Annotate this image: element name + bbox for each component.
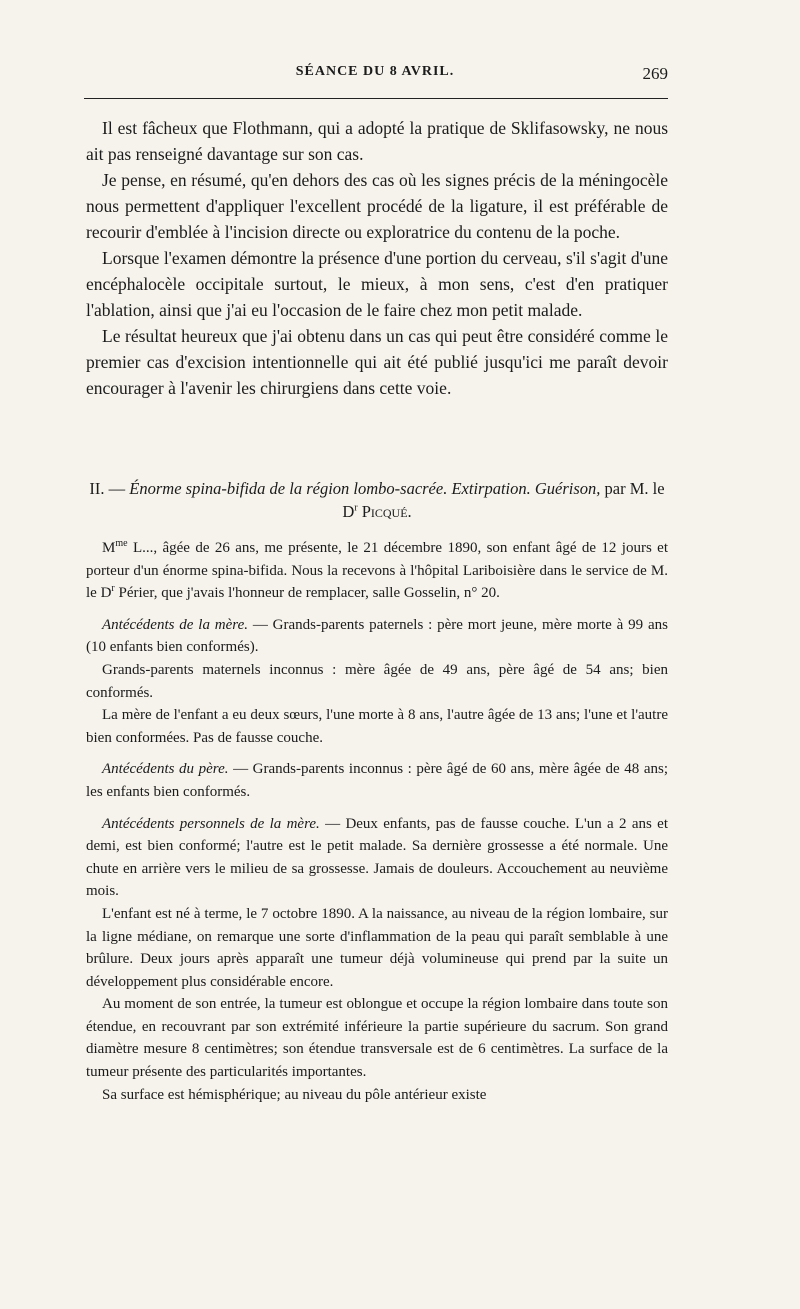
paragraph: Sa surface est hémisphérique; au niveau du pôle antérieur existe <box>102 1086 487 1103</box>
text-run: Périer, que j'avais l'honneur de remplacer, salle Gosselin, n° 20. <box>114 585 500 602</box>
paragraph: Le résultat heureux que j'ai obtenu dans un cas qui peut être considéré comme le premier cas d'excision intentionnelle qui ait été publié jusqu'ici me paraît devoir encourager à l'avenir les chirurgiens dans cette voie. <box>86 326 668 398</box>
paragraph: Grands-parents maternels inconnus : mère âgée de 49 ans, père âgé de 54 ans; bien conformés. <box>86 661 668 701</box>
paragraph: Il est fâcheux que Flothmann, qui a adopté la pratique de Sklifasowsky, ne nous ait pas renseigné davantage sur son cas. <box>86 118 668 164</box>
text-run: M <box>102 540 116 556</box>
running-title: SÉANCE DU 8 AVRIL. <box>295 64 455 79</box>
paragraph <box>86 758 668 803</box>
page-header <box>82 64 668 88</box>
paragraph <box>86 813 668 903</box>
section-by: par M. le D <box>342 479 665 521</box>
paragraph: Je pense, en résumé, qu'en dehors des cas où les signes précis de la méningocèle nous permettent d'appliquer l'excellent procédé de la ligature, il est préférable de recourir d'emblée à l'incision directe ou exploratrice du contenu de la poche. <box>86 170 668 242</box>
paragraph: La mère de l'enfant a eu deux sœurs, l'une morte à 8 ans, l'autre âgée de 13 ans; l'une et l'autre bien conformées. Pas de fausse couche. <box>86 707 668 746</box>
subheading: Antécédents du père. <box>102 761 229 778</box>
section-number: II. — <box>89 479 126 498</box>
main-text-block <box>86 115 668 401</box>
header-rule <box>84 98 668 99</box>
section-by-sup: r <box>354 502 358 514</box>
case-report-block <box>86 537 668 1106</box>
superscript: r <box>111 583 115 595</box>
text-run: L..., âgée de 26 ans, me présente, le 21 décembre 1890, son enfant âgé de 12 jours et porteur d'un énorme spina-bifida. Nous la recevons à l'hôpital Lariboisière dans le service de M. le D <box>86 540 668 602</box>
section-author: Picqué. <box>361 502 412 521</box>
paragraph: Au moment de son entrée, la tumeur est oblongue et occupe la région lombaire dans toute son étendue, en recouvrant par son extrémité inférieure la partie supérieure du sacrum. Son grand diamètre mesure 8 centimètres; son étendue transversale est de 6 centimètres. La surface de la tumeur présente des particularités importantes. <box>86 996 668 1081</box>
subheading: Antécédents de la mère. <box>102 616 248 633</box>
superscript: me <box>115 538 128 549</box>
subheading: Antécédents personnels de la mère. <box>102 815 320 832</box>
paragraph: Lorsque l'examen démontre la présence d'une portion du cerveau, s'il s'agit d'une encéphalocèle occipitale surtout, le mieux, à mon sens, c'est d'en pratiquer l'ablation, ainsi que j'ai eu l'occasion de le faire chez mon petit malade. <box>86 248 668 320</box>
paragraph: L'enfant est né à terme, le 7 octobre 1890. A la naissance, au niveau de la région lombaire, sur la ligne médiane, on remarque une sorte d'inflammation de la peau qui paraît semblable à une brûlure. Deux jours après apparaît une tumeur déjà volumineuse qui prend par la suite un développement plus considérable encore. <box>86 905 668 990</box>
page-number: 269 <box>642 64 668 83</box>
section-heading <box>86 477 668 523</box>
text-run: — Grands-parents inconnus : père âgé de 60 ans, mère âgée de 48 ans; les enfants bien conformés. <box>86 761 669 800</box>
text-run: — Deux enfants, pas de fausse couche. L'un a 2 ans et demi, est bien conformé; l'autre est le petit malade. Sa dernière grossesse a été normale. Une chute en arrière vers le milieu de sa grossesse. Jamais de douleurs. Accouchement au neuvième mois. <box>86 815 668 900</box>
text-run: — Grands-parents paternels : père mort jeune, mère morte à 99 ans (10 enfants bien conformés). <box>86 616 668 656</box>
paragraph <box>86 537 668 605</box>
paragraph <box>86 614 668 659</box>
section-title: Énorme spina-bifida de la région lombo-sacrée. Extirpation. Guérison, <box>129 479 601 498</box>
